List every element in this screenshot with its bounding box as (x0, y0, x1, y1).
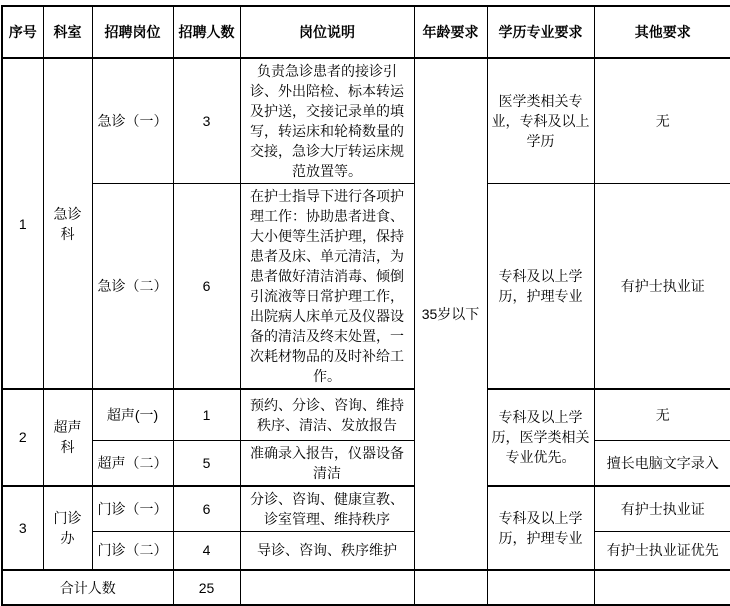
department-cell: 超声科 (43, 389, 92, 486)
empty-cell (487, 570, 594, 605)
group-no-cell: 3 (2, 486, 43, 571)
position-cell: 门诊（二） (92, 531, 173, 570)
description-cell: 负责急诊患者的接诊引诊、外出陪检、标本转运及护送，交接记录单的填写，转运床和轮椅数量的交接，急诊大厅转运床规范放置等。 (240, 58, 414, 184)
department-cell: 门诊办 (43, 486, 92, 571)
table-row (2, 440, 730, 486)
department-cell: 急诊科 (43, 58, 92, 389)
education-cell: 医学类相关专业，专科及以上学历 (487, 58, 594, 184)
education-cell: 专科及以上学历，护理专业 (487, 486, 594, 571)
total-row (2, 570, 730, 605)
table-row (2, 389, 730, 440)
position-cell: 门诊（一） (92, 486, 173, 532)
table-row (2, 184, 730, 390)
position-cell: 超声（二） (92, 440, 173, 486)
header-education: 学历专业要求 (487, 6, 594, 58)
table-row (2, 58, 730, 184)
total-label-cell: 合计人数 (2, 570, 173, 605)
empty-cell (240, 570, 414, 605)
count-cell: 6 (173, 486, 240, 532)
group-no-cell: 2 (2, 389, 43, 486)
description-cell: 导诊、咨询、秩序维护 (240, 531, 414, 570)
position-cell: 急诊（一） (92, 58, 173, 184)
count-cell: 6 (173, 184, 240, 390)
header-count: 招聘人数 (173, 6, 240, 58)
education-cell: 专科及以上学历，护理专业 (487, 184, 594, 390)
group-no-cell: 1 (2, 58, 43, 389)
empty-cell (414, 570, 487, 605)
header-other: 其他要求 (594, 6, 730, 58)
position-cell: 超声(一) (92, 389, 173, 440)
other-cell: 有护士执业证 (594, 184, 730, 390)
description-cell: 预约、分诊、咨询、维持秩序、清洁、发放报告 (240, 389, 414, 440)
count-cell: 4 (173, 531, 240, 570)
header-description: 岗位说明 (240, 6, 414, 58)
count-cell: 1 (173, 389, 240, 440)
other-cell: 有护士执业证 (594, 486, 730, 532)
header-row (2, 6, 730, 58)
total-count-cell: 25 (173, 570, 240, 605)
description-cell: 准确录入报告，仪器设备清洁 (240, 440, 414, 486)
description-cell: 在护士指导下进行各项护理工作：协助患者进食、大小便等生活护理，保持患者及床、单元清洁，为患者做好清洁消毒、倾倒引流液等日常护理工作，出院病人床单元及仪器设备的清洁及终末处置，一次耗材物品的及时补给工作。 (240, 184, 414, 390)
header-position: 招聘岗位 (92, 6, 173, 58)
other-cell: 擅长电脑文字录入 (594, 440, 730, 486)
description-cell: 分诊、咨询、健康宣教、诊室管理、维持秩序 (240, 486, 414, 532)
header-no: 序号 (2, 6, 43, 58)
education-cell: 专科及以上学历，医学类相关专业优先。 (487, 389, 594, 486)
other-cell: 无 (594, 389, 730, 440)
count-cell: 5 (173, 440, 240, 486)
other-cell: 无 (594, 58, 730, 184)
table-row (2, 531, 730, 570)
age-requirement-cell: 35岁以下 (414, 58, 487, 570)
table-row (2, 486, 730, 532)
recruitment-table (1, 5, 730, 606)
header-department: 科室 (43, 6, 92, 58)
count-cell: 3 (173, 58, 240, 184)
header-age: 年龄要求 (414, 6, 487, 58)
empty-cell (594, 570, 730, 605)
position-cell: 急诊（二） (92, 184, 173, 390)
other-cell: 有护士执业证优先 (594, 531, 730, 570)
